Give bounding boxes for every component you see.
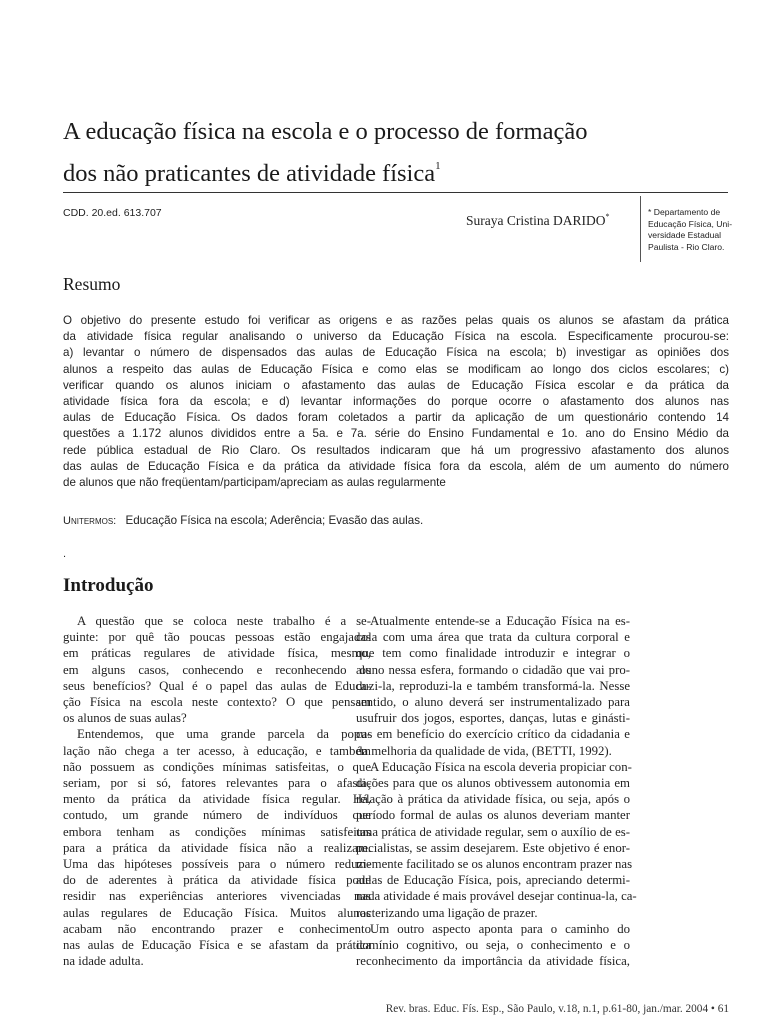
body-line: em práticas regulares de atividade física, mesmo, xyxy=(63,646,371,661)
abstract-line: da atividade física regular analisando o universo da Educação Física na escola. Especificamente procurou-se: xyxy=(63,330,729,344)
body-line: seriam, por si só, fatores relevantes para o afasta- xyxy=(63,776,371,791)
body-line: na idade adulta. xyxy=(63,954,144,969)
title-footnote-marker: 1 xyxy=(435,160,441,172)
abstract-heading: Resumo xyxy=(63,274,121,294)
abstract-line: alunos a respeito das aulas de Educação Física e como elas se modificam ao longo dos ciclos escolares; c) xyxy=(63,362,729,376)
author-affiliation xyxy=(648,207,733,253)
abstract-line: atividade física fora da escola; e d) levantar informações do porque ocorre o afastamento dos alunos nas xyxy=(63,395,729,409)
journal-citation-footer: Rev. bras. Educ. Fís. Esp., São Paulo, v.18, n.1, p.61-80, jan./mar. 2004 • 61 xyxy=(385,1003,729,1015)
article-title xyxy=(63,115,663,191)
affiliation-line: * Departamento de xyxy=(648,207,721,217)
body-line: mento da prática da atividade física regular. Há, xyxy=(63,792,371,807)
body-line: memente facilitado se os alunos encontram prazer nas xyxy=(356,857,633,872)
body-line: racterizando uma ligação de prazer. xyxy=(356,905,538,920)
body-line: lação não chega a ter acesso, à educação, e também xyxy=(63,743,371,758)
keywords-list: Educação Física na escola; Aderência; Evasão das aulas. xyxy=(125,514,424,527)
abstract-line: das aulas de Educação Física e da prática da atividade física fora da escola, além de um aumento do número xyxy=(63,459,729,473)
body-line: para a prática da atividade física não a realizam. xyxy=(63,840,371,855)
affiliation-divider xyxy=(640,196,641,262)
abstract-line: rede pública estadual de Rio Claro. Os resultados indicaram que há um progressivo afastamento dos alunos xyxy=(63,443,729,457)
body-line: da melhoria da qualidade de vida, (BETTI, 1992). xyxy=(356,743,612,758)
abstract-line: de alunos que não freqüentam/participam/apreciam as aulas regularmente xyxy=(63,476,446,490)
body-line: uma prática de atividade regular, sem o auxílio de es- xyxy=(356,824,630,839)
body-line: A Educação Física na escola deveria propiciar con- xyxy=(370,759,632,774)
body-line: pecialistas, se assim desejarem. Este objetivo é enor- xyxy=(356,840,630,855)
abstract-line: O objetivo do presente estudo foi verificar as origens e as razões pelas quais os alunos se afastam da prática xyxy=(63,314,729,327)
body-line: residir nas experiências anteriores vivenciadas nas xyxy=(63,889,371,904)
abstract-line: questões a 1.172 alunos divididos entre a 5a. e 7a. série do Ensino Fundamental e 1o. ano do Ensino Médio da xyxy=(63,427,729,441)
body-line: aulas regulares de Educação Física. Muitos alunos xyxy=(63,905,371,920)
body-line: duzi-la, reproduzi-la e também transformá-la. Nesse xyxy=(356,678,630,693)
affiliation-line: versidade Estadual xyxy=(648,230,722,241)
body-line: não possuem as condições mínimas satisfeitas, o que xyxy=(63,759,371,774)
abstract-line: verificar quando os alunos iniciam o afastamento das aulas de Educação Física escolar e da prática da xyxy=(63,378,729,392)
body-line: sentido, o aluno deverá ser instrumentalizado para xyxy=(356,695,630,710)
body-line: período formal de aulas os alunos deveriam manter xyxy=(356,808,630,823)
keywords-label: Unitermos: xyxy=(63,515,117,527)
body-line: aulas de Educação Física, pois, apreciando determi- xyxy=(356,873,630,888)
body-line: nas aulas de Educação Física e se afastam da prática xyxy=(63,938,371,953)
body-line: nada atividade é mais provável desejar continua-la, ca- xyxy=(356,889,637,904)
body-line: em alguns casos, conhecendo e reconhecendo os xyxy=(63,662,371,677)
body-line: reconhecimento da importância da atividade física, xyxy=(356,954,630,969)
body-line: seus benefícios? Qual é o papel das aulas de Educa- xyxy=(63,678,371,693)
abstract-line: a) levantar o número de dispensados das aulas de Educação Física na escola; b) investigar as opiniões dos xyxy=(63,346,729,360)
body-line: Um outro aspecto aponta para o caminho do xyxy=(370,921,630,936)
body-line: relação à prática da atividade física, ou seja, após o xyxy=(356,792,630,807)
body-line: do de aderentes à prática da atividade física pode xyxy=(63,873,371,888)
keywords xyxy=(63,514,729,527)
article-title-line-2: dos não praticantes de atividade física xyxy=(63,160,436,187)
title-rule xyxy=(63,192,728,193)
introduction-left-column xyxy=(63,613,371,969)
body-line: guinte: por quê tão poucas pessoas estão engajadas xyxy=(63,630,371,645)
body-line: embora tenham as condições mínimas satisfeitas xyxy=(63,824,371,839)
body-line: que tem como finalidade introduzir e integrar o xyxy=(356,646,630,661)
body-line: acabam não encontrando prazer e conhecimento xyxy=(63,921,371,936)
body-line: aluno nessa esfera, formando o cidadão que vai pro- xyxy=(356,662,630,677)
body-line: dições para que os alunos obtivessem autonomia em xyxy=(356,776,630,791)
abstract-line: aulas de Educação Física. Os dados foram coletados a partir da aplicação de um questionário contendo 14 xyxy=(63,411,729,425)
body-line: ção Física na escola neste contexto? O que pensam xyxy=(63,695,371,710)
body-line: usufruir dos jogos, esportes, danças, lutas e ginásti- xyxy=(356,711,630,726)
introduction-right-column xyxy=(356,613,637,969)
section-separator: . xyxy=(63,548,67,560)
body-line: cas em benefício do exercício crítico da cidadania e xyxy=(356,727,630,742)
introduction-heading: Introdução xyxy=(63,575,154,596)
body-line: cola com uma área que trata da cultura corporal e xyxy=(356,630,630,645)
author-name xyxy=(466,212,609,229)
body-line: Uma das hipóteses possíveis para o número reduzi- xyxy=(63,857,371,872)
body-line: contudo, um grande número de indivíduos que xyxy=(63,808,371,823)
author-footnote-marker: * xyxy=(605,212,610,221)
affiliation-line: Educação Física, Uni- xyxy=(648,218,733,229)
abstract-body xyxy=(63,313,729,491)
body-line: os alunos de suas aulas? xyxy=(63,711,187,726)
body-line: Entendemos, que uma grande parcela da popu- xyxy=(77,727,371,742)
author-name-text: Suraya Cristina DARIDO xyxy=(466,213,606,228)
body-line: A questão que se coloca neste trabalho é a se- xyxy=(77,614,371,628)
body-line: domínio cognitivo, ou seja, o conhecimento e o xyxy=(356,938,630,953)
body-line: Atualmente entende-se a Educação Física na es- xyxy=(370,614,630,628)
affiliation-line: Paulista - Rio Claro. xyxy=(648,241,725,252)
article-title-line-1: A educação física na escola e o processo de formação xyxy=(63,118,588,145)
cdd-code: CDD. 20.ed. 613.707 xyxy=(63,207,162,219)
